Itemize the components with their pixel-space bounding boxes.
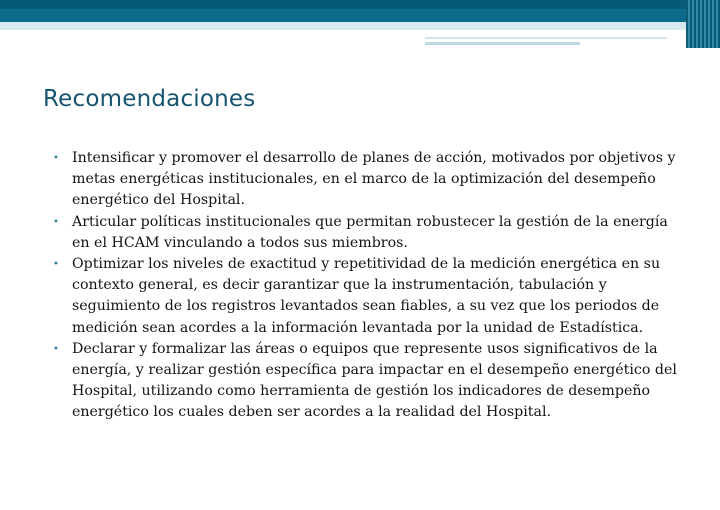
bullet-icon: • bbox=[53, 153, 59, 164]
header-accent-line-secondary bbox=[425, 42, 580, 45]
bullet-text: Intensificar y promover el desarrollo de planes de acción, motivados por objetivos y metas energéticas institucionales, en el marco de la optimización del desempeño energético del Hospital. bbox=[72, 150, 676, 209]
bullet-text: Declarar y formalizar las áreas o equipos que represente usos significativos de la energía, y realizar gestión específica para impactar en el desempeño energético del Hospital, utilizando como herramienta de gestión los indicadores de desempeño energético los cuales deben ser acordes a la realidad del Hospital. bbox=[72, 340, 677, 421]
header-stripes bbox=[686, 0, 720, 48]
bullet-text: Optimizar los niveles de exactitud y repetitividad de la medición energética en su contexto general, es decir garantizar que la instrumentación, tabulación y seguimiento de los registros levantados sean fiables, a su vez que los periodos de medición sean acordes a la información levantada por la unidad de Estadística. bbox=[72, 256, 661, 336]
slide-title: Recomendaciones bbox=[43, 86, 256, 112]
bullet-text: Articular políticas institucionales que permitan robustecer la gestión de la energía en el HCAM vinculando a todos sus miembros. bbox=[72, 213, 668, 251]
header-band-light bbox=[0, 22, 686, 30]
bullet-item bbox=[52, 339, 687, 424]
bullet-item bbox=[52, 212, 687, 254]
bullet-icon: • bbox=[53, 343, 59, 355]
bullet-icon: • bbox=[53, 216, 59, 228]
bullet-item bbox=[52, 254, 687, 339]
bullet-item bbox=[52, 148, 687, 212]
bullet-icon: • bbox=[53, 259, 59, 271]
bullet-list bbox=[52, 148, 687, 424]
header-accent-line bbox=[425, 37, 667, 39]
header-band-dark bbox=[0, 0, 720, 9]
